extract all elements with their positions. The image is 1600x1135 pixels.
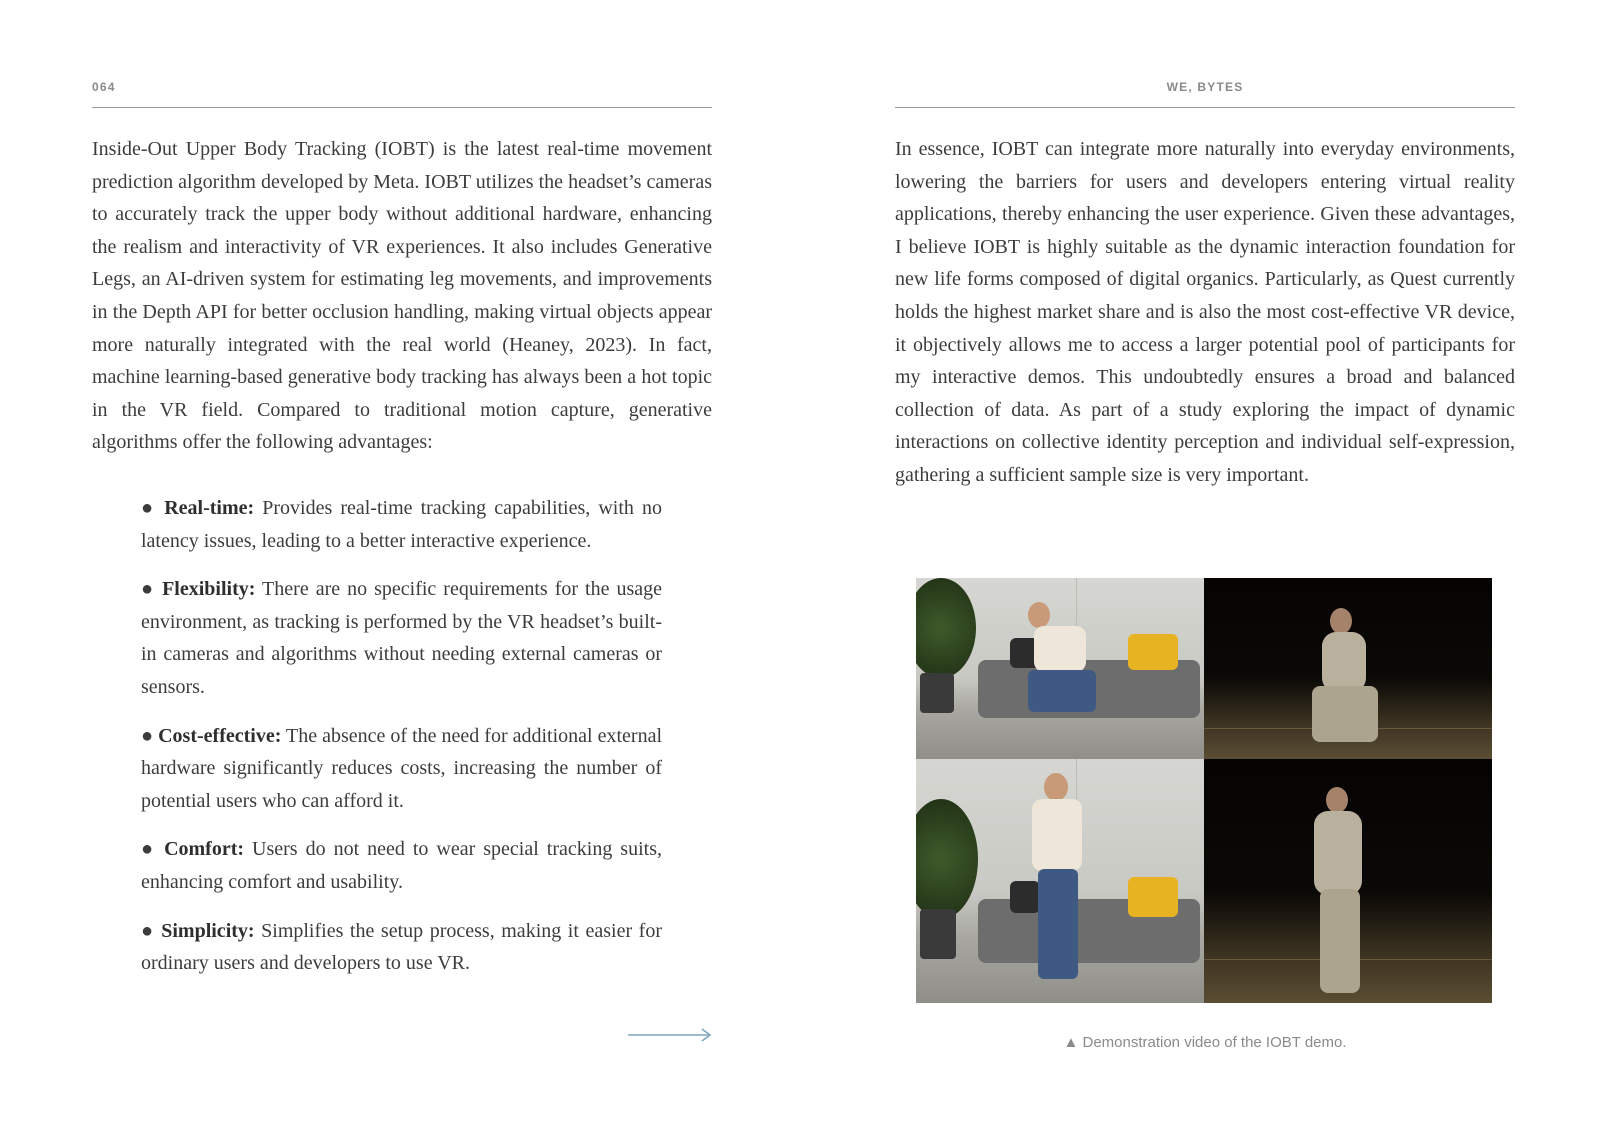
- bullet-text: Simplifies the setup process, making it easier for ordinary users and developers to use VR.: [141, 919, 663, 975]
- bullet-text: There are no specific requirements for the usage environment, as tracking is performed by the VR headset’s built-in cameras and algorithms without needing external cameras or sensors.: [141, 578, 662, 698]
- figure-caption: ▲ Demonstration video of the IOBT demo.: [1063, 1034, 1347, 1051]
- page-number: 064: [92, 80, 116, 94]
- bullet-term: Simplicity:: [161, 919, 255, 942]
- list-item: [141, 573, 662, 703]
- list-item: [141, 720, 662, 818]
- bullet-text: Users do not need to wear special tracking suits, enhancing comfort and usability.: [141, 838, 662, 893]
- real-standing-panel: [916, 759, 1204, 1003]
- bullet-text: Provides real-time tracking capabilities, with no latency issues, leading to a better interactive experience.: [141, 497, 662, 552]
- list-item: [141, 492, 662, 557]
- bullet-text: The absence of the need for additional external hardware significantly reduces costs, increasing the number of potential users who can afford it.: [141, 724, 663, 812]
- essence-paragraph: In essence, IOBT can integrate more naturally into everyday environments, lowering the barriers for users and developers entering virtual reality applications, thereby enhancing the user experience. Given these advantages, I believe IOBT is highly suitable as the dynamic interaction foundation for new life forms composed of digital organics. Particularly, as Quest currently holds the highest market share and is also the most cost-effective VR device, it objectively allows me to access a larger potential pool of participants for my interactive demos. This undoubtedly ensures a broad and balanced collection of data. As part of a study exploring the impact of dynamic interactions on collective identity perception and individual self-expression, gathering a sufficient sample size is very important.: [895, 138, 1515, 486]
- avatar-crouching-panel: [1204, 578, 1492, 759]
- left-column: [92, 133, 712, 459]
- bullet-dot: ●: [141, 919, 155, 942]
- bullet-dot: ●: [141, 578, 156, 601]
- real-crouching-panel: [916, 578, 1204, 759]
- advantages-list: [141, 492, 662, 996]
- running-title: WE, BYTES: [1166, 80, 1244, 94]
- arrow-right-icon[interactable]: [628, 1028, 712, 1042]
- bullet-term: Comfort:: [164, 838, 245, 861]
- header-rule-left: [92, 107, 712, 108]
- list-item: [141, 833, 662, 898]
- list-item: [141, 915, 662, 980]
- bullet-dot: ●: [141, 497, 157, 519]
- intro-paragraph: Inside-Out Upper Body Tracking (IOBT) is the latest real-time movement prediction algorithm developed by Meta. IOBT utilizes the headset’s cameras to accurately track the upper body without additional hardware, enhancing the realism and interactivity of VR experiences. It also includes Generative Legs, an AI-driven system for estimating leg movements, and improvements in the Depth API for better occlusion handling, making virtual objects appear more naturally integrated with the real world (Heaney, 2023). In fact, machine learning-based generative body tracking has always been a hot topic in the VR field. Compared to traditional motion capture, generative algorithms offer the following advantages:: [92, 138, 712, 454]
- right-column: [895, 133, 1515, 492]
- bullet-term: Cost-effective:: [158, 724, 282, 747]
- iobt-demo-image: [916, 578, 1492, 1003]
- bullet-term: Flexibility:: [162, 578, 256, 601]
- bullet-term: Real-time:: [164, 497, 255, 519]
- bullet-dot: ●: [141, 724, 154, 747]
- bullet-dot: ●: [141, 838, 157, 861]
- avatar-standing-panel: [1204, 759, 1492, 1003]
- header-rule-right: [895, 107, 1515, 108]
